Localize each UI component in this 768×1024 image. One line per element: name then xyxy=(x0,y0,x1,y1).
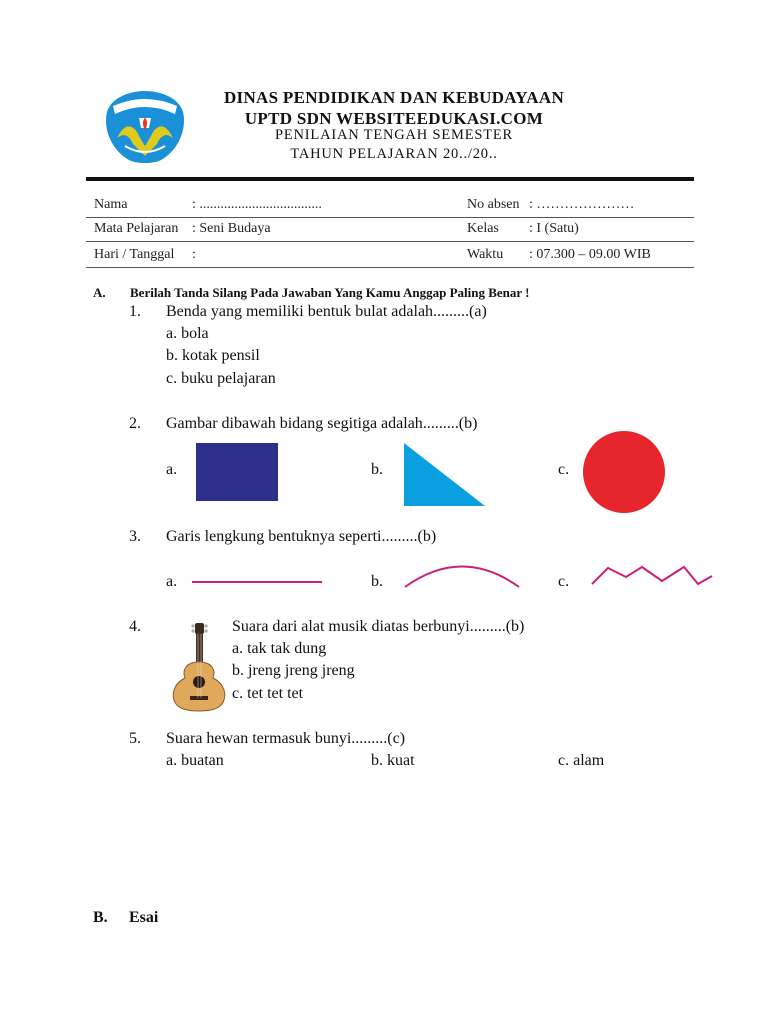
question-3-option-b: b. xyxy=(371,573,383,590)
header-line-4: TAHUN PELAJARAN 20../20.. xyxy=(290,146,498,162)
absen-label: No absen xyxy=(467,197,520,212)
straight-line-shape xyxy=(192,581,322,583)
header-line-2: UPTD SDN WEBSITEEDUKASI.COM xyxy=(244,109,544,128)
question-1-option-c: c. buku pelajaran xyxy=(166,370,276,387)
question-4-option-a: a. tak tak dung xyxy=(232,640,327,657)
nama-value: : ................................... xyxy=(192,197,322,212)
section-b-letter: B. xyxy=(93,909,108,926)
info-row-divider xyxy=(86,217,694,218)
hari-label: Hari / Tanggal xyxy=(94,247,175,262)
header-line-1: DINAS PENDIDIKAN DAN KEBUDAYAAN xyxy=(223,88,565,107)
curved-line-shape xyxy=(403,560,521,590)
info-row-divider xyxy=(86,267,694,268)
absen-value: : ………………… xyxy=(529,197,635,212)
question-3-number: 3. xyxy=(129,528,141,545)
question-2-text: Gambar dibawah bidang segitiga adalah.........(b) xyxy=(166,415,478,432)
question-1-text: Benda yang memiliki bentuk bulat adalah.........(a) xyxy=(166,303,487,320)
question-1-option-b: b. kotak pensil xyxy=(166,347,260,364)
header-line-3: PENILAIAN TENGAH SEMESTER xyxy=(274,127,514,143)
kelas-value: : I (Satu) xyxy=(529,221,579,236)
zigzag-line-shape xyxy=(590,563,714,587)
question-3-text: Garis lengkung bentuknya seperti.........(b) xyxy=(166,528,437,545)
right-triangle-shape xyxy=(403,443,487,506)
kelas-label: Kelas xyxy=(467,221,499,236)
question-5-option-b: b. kuat xyxy=(371,752,415,769)
question-4-number: 4. xyxy=(129,618,141,635)
section-b-title: Esai xyxy=(129,909,159,926)
section-a-instruction: Berilah Tanda Silang Pada Jawaban Yang Kamu Anggap Paling Benar ! xyxy=(130,285,530,300)
red-circle-shape xyxy=(583,431,665,513)
waktu-label: Waktu xyxy=(467,247,504,262)
question-4-option-b: b. jreng jreng jreng xyxy=(232,662,355,679)
nama-label: Nama xyxy=(94,197,128,212)
question-5-number: 5. xyxy=(129,730,141,747)
question-3-option-a: a. xyxy=(166,573,178,590)
question-1-option-a: a. bola xyxy=(166,325,209,342)
section-a-letter: A. xyxy=(93,285,106,300)
question-2-option-c: c. xyxy=(558,461,570,478)
question-2-option-a: a. xyxy=(166,461,178,478)
info-row-divider xyxy=(86,241,694,242)
question-5-option-c: c. alam xyxy=(558,752,605,769)
header-divider xyxy=(86,177,694,181)
question-2-option-b: b. xyxy=(371,461,383,478)
question-5-text: Suara hewan termasuk bunyi.........(c) xyxy=(166,730,406,747)
waktu-value: : 07.300 – 09.00 WIB xyxy=(529,247,651,262)
hari-value: : xyxy=(192,247,196,262)
question-1-number: 1. xyxy=(129,303,141,320)
question-4-text: Suara dari alat musik diatas berbunyi.........(b) xyxy=(232,618,525,635)
question-4-option-c: c. tet tet tet xyxy=(232,685,304,702)
question-5-option-a: a. buatan xyxy=(166,752,224,769)
question-2-number: 2. xyxy=(129,415,141,432)
mapel-label: Mata Pelajaran xyxy=(94,221,179,236)
blue-square-shape xyxy=(196,443,278,501)
mapel-value: : Seni Budaya xyxy=(192,221,271,236)
question-3-option-c: c. xyxy=(558,573,570,590)
guitar-image xyxy=(168,622,230,712)
